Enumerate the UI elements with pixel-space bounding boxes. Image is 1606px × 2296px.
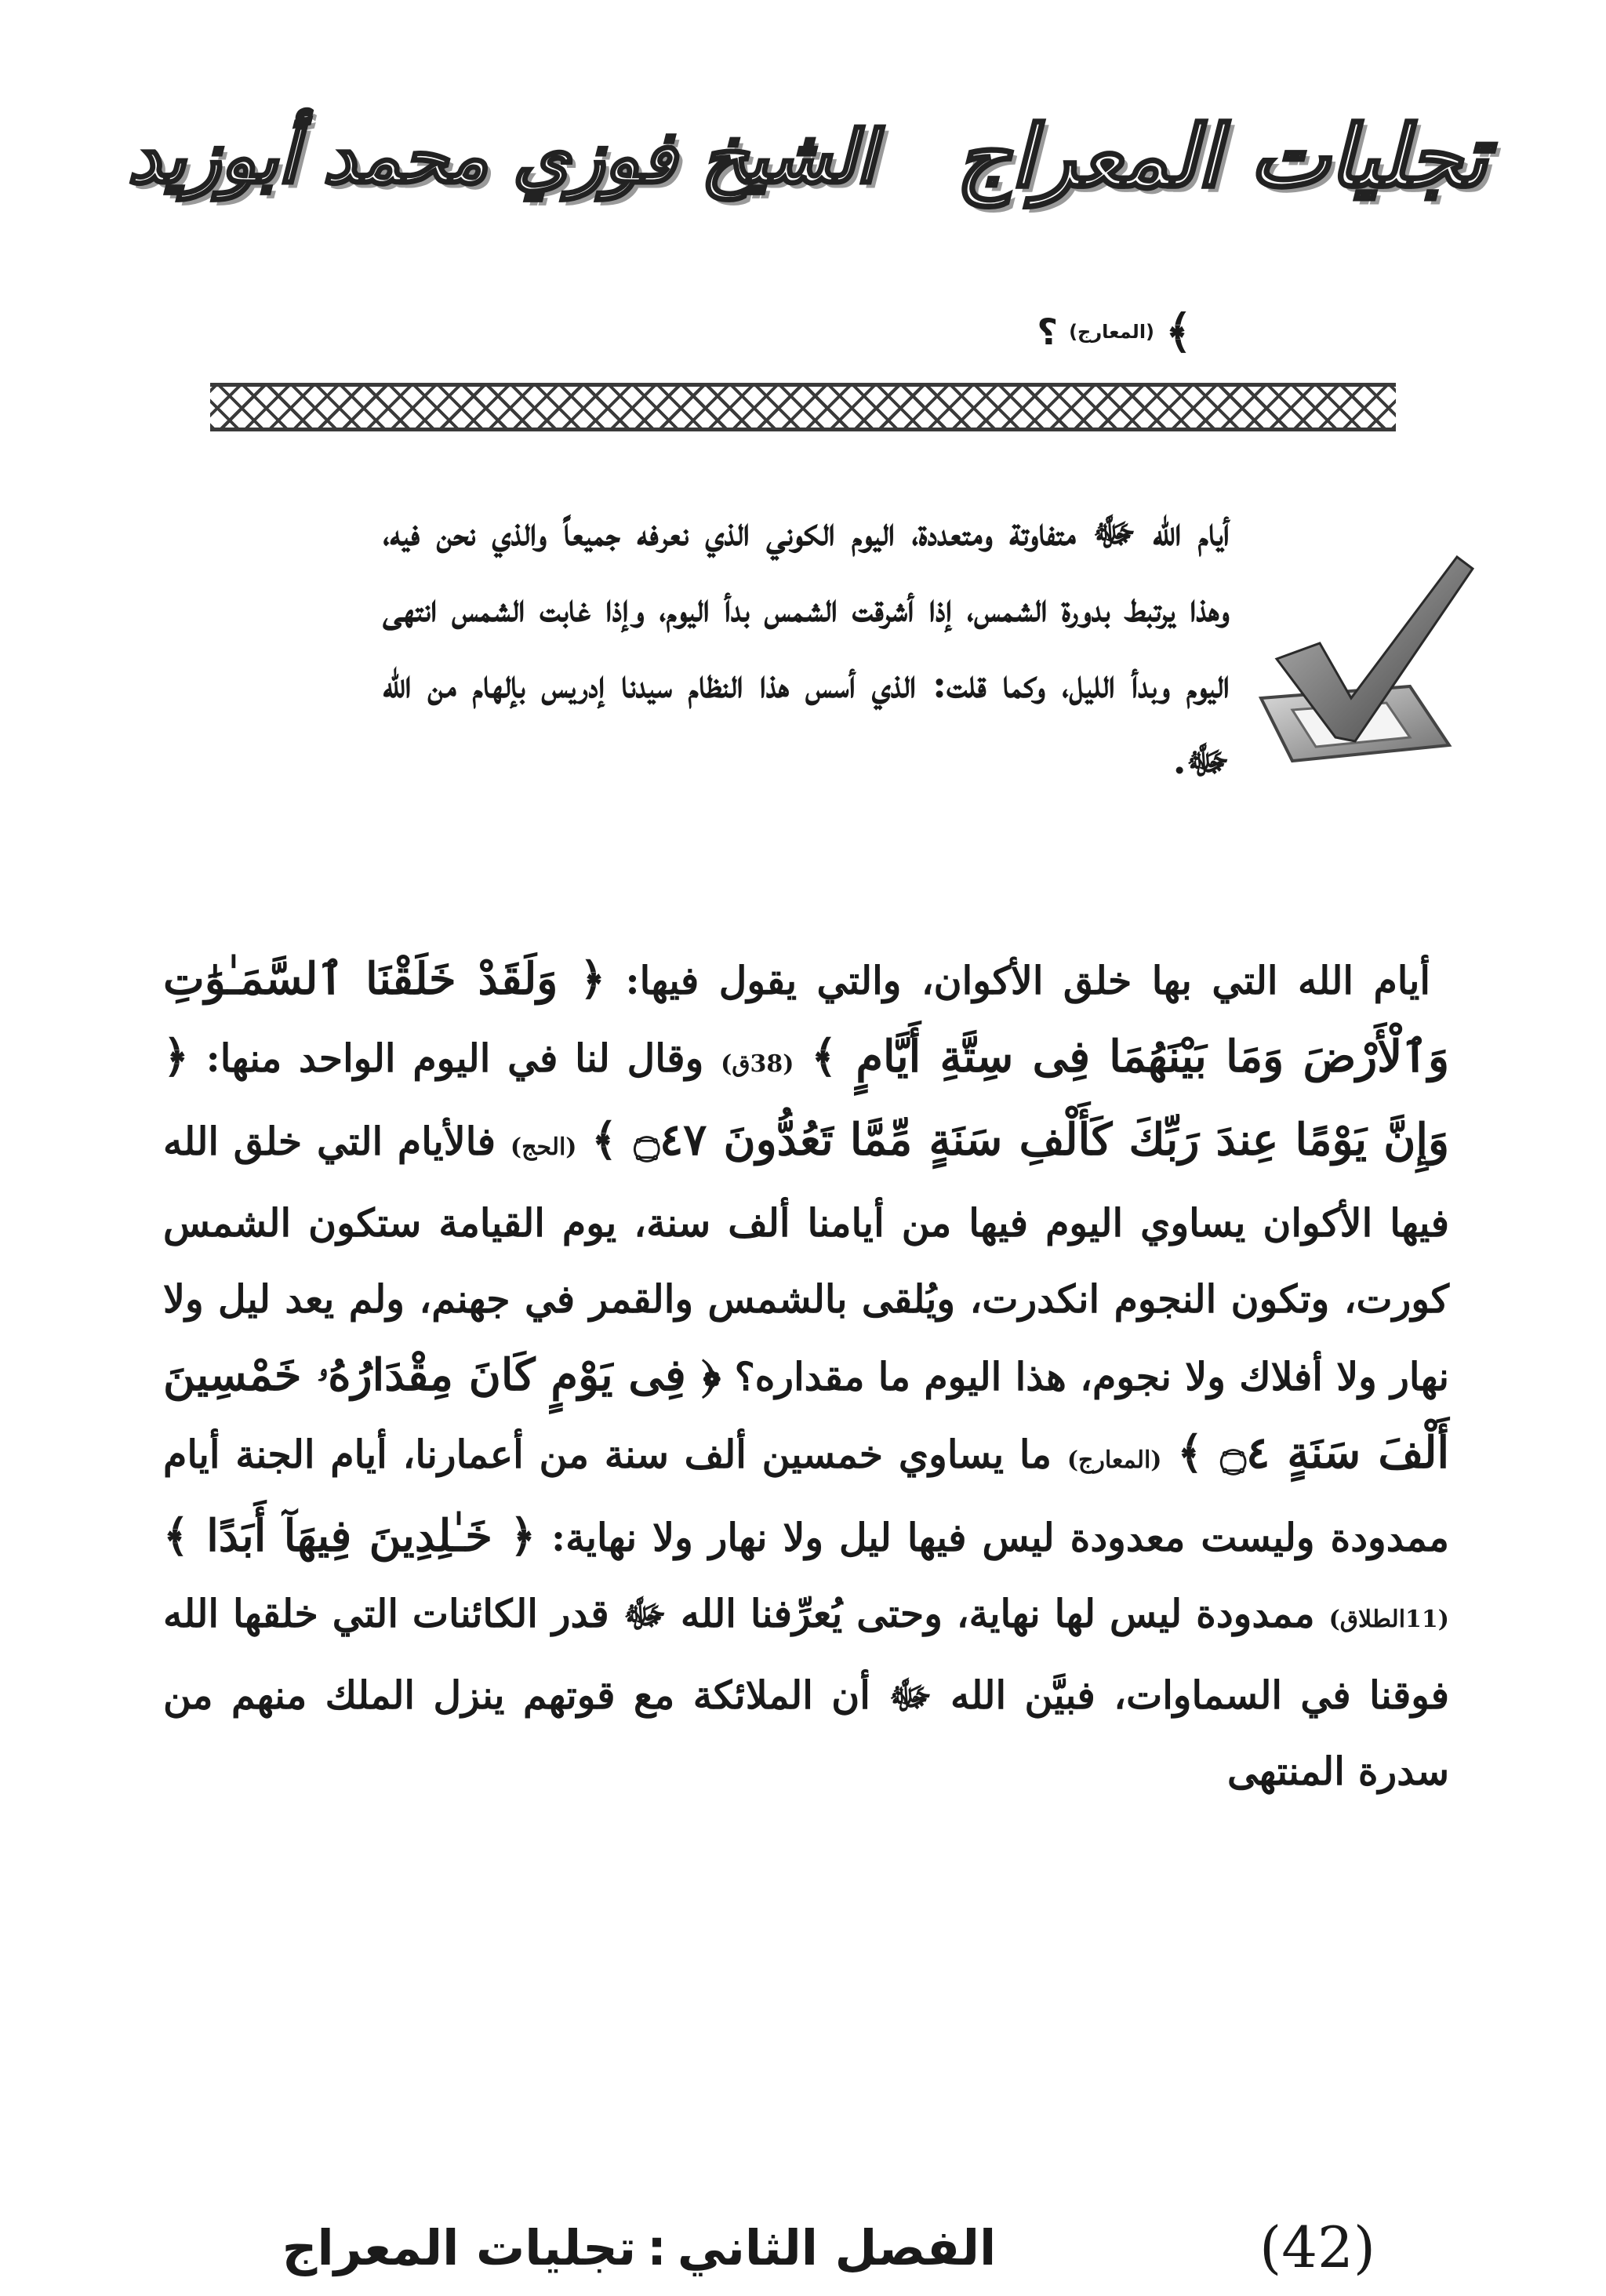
verse-reference-3: (المعارج) [1066,1446,1162,1474]
chapter-name: تجليات المعراج [282,2218,637,2276]
paragraph-1: أيام الله ﷻ متفاوتة ومتعددة، اليوم الكوني الذي نعرفه جميعاً والذي نحن فيه، وهذا يرتبط بدورة الشمس، إذا أشرقت الشمس بدأ اليوم، وإذا غابت الشمس انتهى اليوم وبدأ الليل، وكما قلت: الذي أسس هذا النظام سيدنا إدريس بإلهام من الله ﷻ. [383,509,1230,783]
quran-closing-bracket: ﴾ [1165,305,1192,358]
checkmark-icon [1245,541,1481,777]
quran-verse-4: ﴿ خَـٰلِدِينَ فِيهَآ أَبَدًا ﴾ [163,1510,536,1562]
chapter-label: الفصل الثاني [677,2218,997,2276]
verse-reference-2: (الحج) [510,1133,577,1161]
ornamental-divider [210,383,1396,431]
verse-reference-1: (38ق) [721,1050,794,1078]
text-segment: ما يساوي خمسين ألف سنة من أعمارنا، أيام الجنة أيام ممدودة وليست معدودة ليس فيها ليل ولا نهار ولا نهاية: [163,1432,1450,1560]
footer-chapter-title [267,2212,1012,2283]
page-number: (42) [1259,2214,1375,2280]
text-segment: ممدودة ليس لها نهاية، وحتى يُعرِّفنا الله ﷻ قدر الكائنات التي خلقها الله فوقنا في السماوات، فبيَّن الله ﷻ أن الملائكة مع قوتهم ينزل الملك منهم من سدرة المنتهى [163,1591,1449,1794]
surah-reference: (المعارج) [1069,321,1155,343]
quran-verse-2: ﴿ وَإِنَّ يَوْمًا عِندَ رَبِّكَ كَأَلْفِ سَنَةٍ مِّمَّا تَعُدُّونَ ۝٤٧ ﴾ [163,1031,1450,1166]
chapter-separator: : [647,2218,667,2276]
text-segment: فالأيام التي خلق الله فيها الأكوان يساوي اليوم فيها من أيامنا ألف سنة، يوم القيامة ستكون الشمس كورت، وتكون النجوم انكدرت، ويُلقى بالشمس والقمر في جهنم، ولم يعد ليل ولا نهار ولا أفلاك ولا نجوم، هذا اليوم ما مقداره؟ [163,1119,1450,1399]
verse-reference-4: (11الطلاق) [1328,1606,1449,1633]
author-name-calligraphy: الشيخ فوزي محمد أبوزيد [127,115,876,199]
question-mark: ؟ [1037,311,1059,353]
book-title-calligraphy: تجليات المعراج [956,107,1488,206]
quran-verse-1: ﴿ وَلَقَدْ خَلَقْنَا ٱلسَّمَـٰوَٰتِ وَٱلْأَرْضَ وَمَا بَيْنَهُمَا فِى سِتَّةِ أَيَّامٍ ﴾ [163,953,1450,1083]
text-segment: أيام الله التي بها خلق الأكوان، والتي يقول فيها: [605,958,1430,1003]
paragraph-2 [163,941,1449,1810]
text-segment: وقال لنا في اليوم الواحد منها: [188,1035,721,1081]
quran-verse-3: ﴿ فِى يَوْمٍ كَانَ مِقْدَارُهُۥ خَمْسِينَ أَلْفَ سَنَةٍ ۝٤ ﴾ [163,1349,1450,1479]
previous-page-ending [784,304,1192,359]
